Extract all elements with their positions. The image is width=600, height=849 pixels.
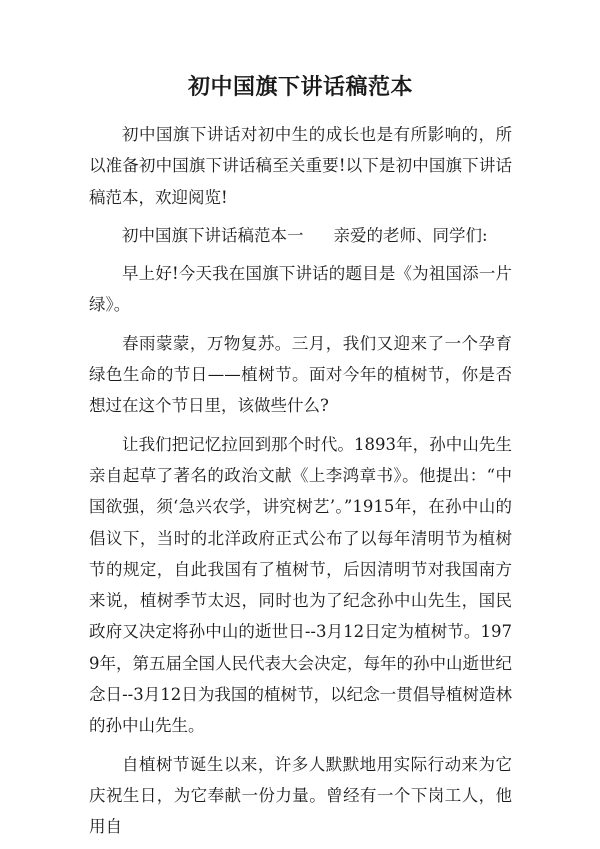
history-paragraph: 让我们把记忆拉回到那个时代。1893年，孙中山先生亲自起草了著名的政治文献《上李鸿章书》。他提出：“中国欲强，须‘急兴农学，讲究树艺’。”1915年，在孙中山的倡议下，当时的北洋政府正式公布了以每年清明节为植树节的规定，自此我国有了植树节，后因清明节对我国南方来说，植树季节太迟，同时也为了纪念孙中山先生，国民政府又决定将孙中山的逝世日--3月12日定为植树节。1979年，第五届全国人民代表大会决定，每年的孙中山逝世纪念日--3月12日为我国的植树节，以纪念一贯倡导植树造林的孙中山先生。 bbox=[89, 434, 512, 736]
speech-salutation: 亲爱的老师、同学们: bbox=[333, 225, 488, 245]
speech-heading-paragraph bbox=[89, 220, 512, 251]
speech-heading-title: 初中国旗下讲话稿范本一 bbox=[122, 225, 304, 245]
spring-paragraph: 春雨蒙蒙，万物复苏。三月，我们又迎来了一个孕育绿色生命的节日——植树节。面对今年的植树节，你是否想过在这个节日里，该做些什么? bbox=[89, 333, 512, 416]
greeting-paragraph: 早上好!今天我在国旗下讲话的题目是《为祖国添一片绿》。 bbox=[89, 264, 512, 315]
intro-paragraph: 初中国旗下讲话对初中生的成长也是有所影响的，所以准备初中国旗下讲话稿至关重要!以下是初中国旗下讲话稿范本，欢迎阅览! bbox=[89, 125, 512, 207]
document-body bbox=[89, 119, 512, 843]
document-title: 初中国旗下讲话稿范本 bbox=[187, 74, 413, 100]
closing-paragraph: 自植树节诞生以来，许多人默默地用实际行动来为它庆祝生日，为它奉献一份力量。曾经有一个下岗工人，他用自 bbox=[89, 754, 512, 837]
